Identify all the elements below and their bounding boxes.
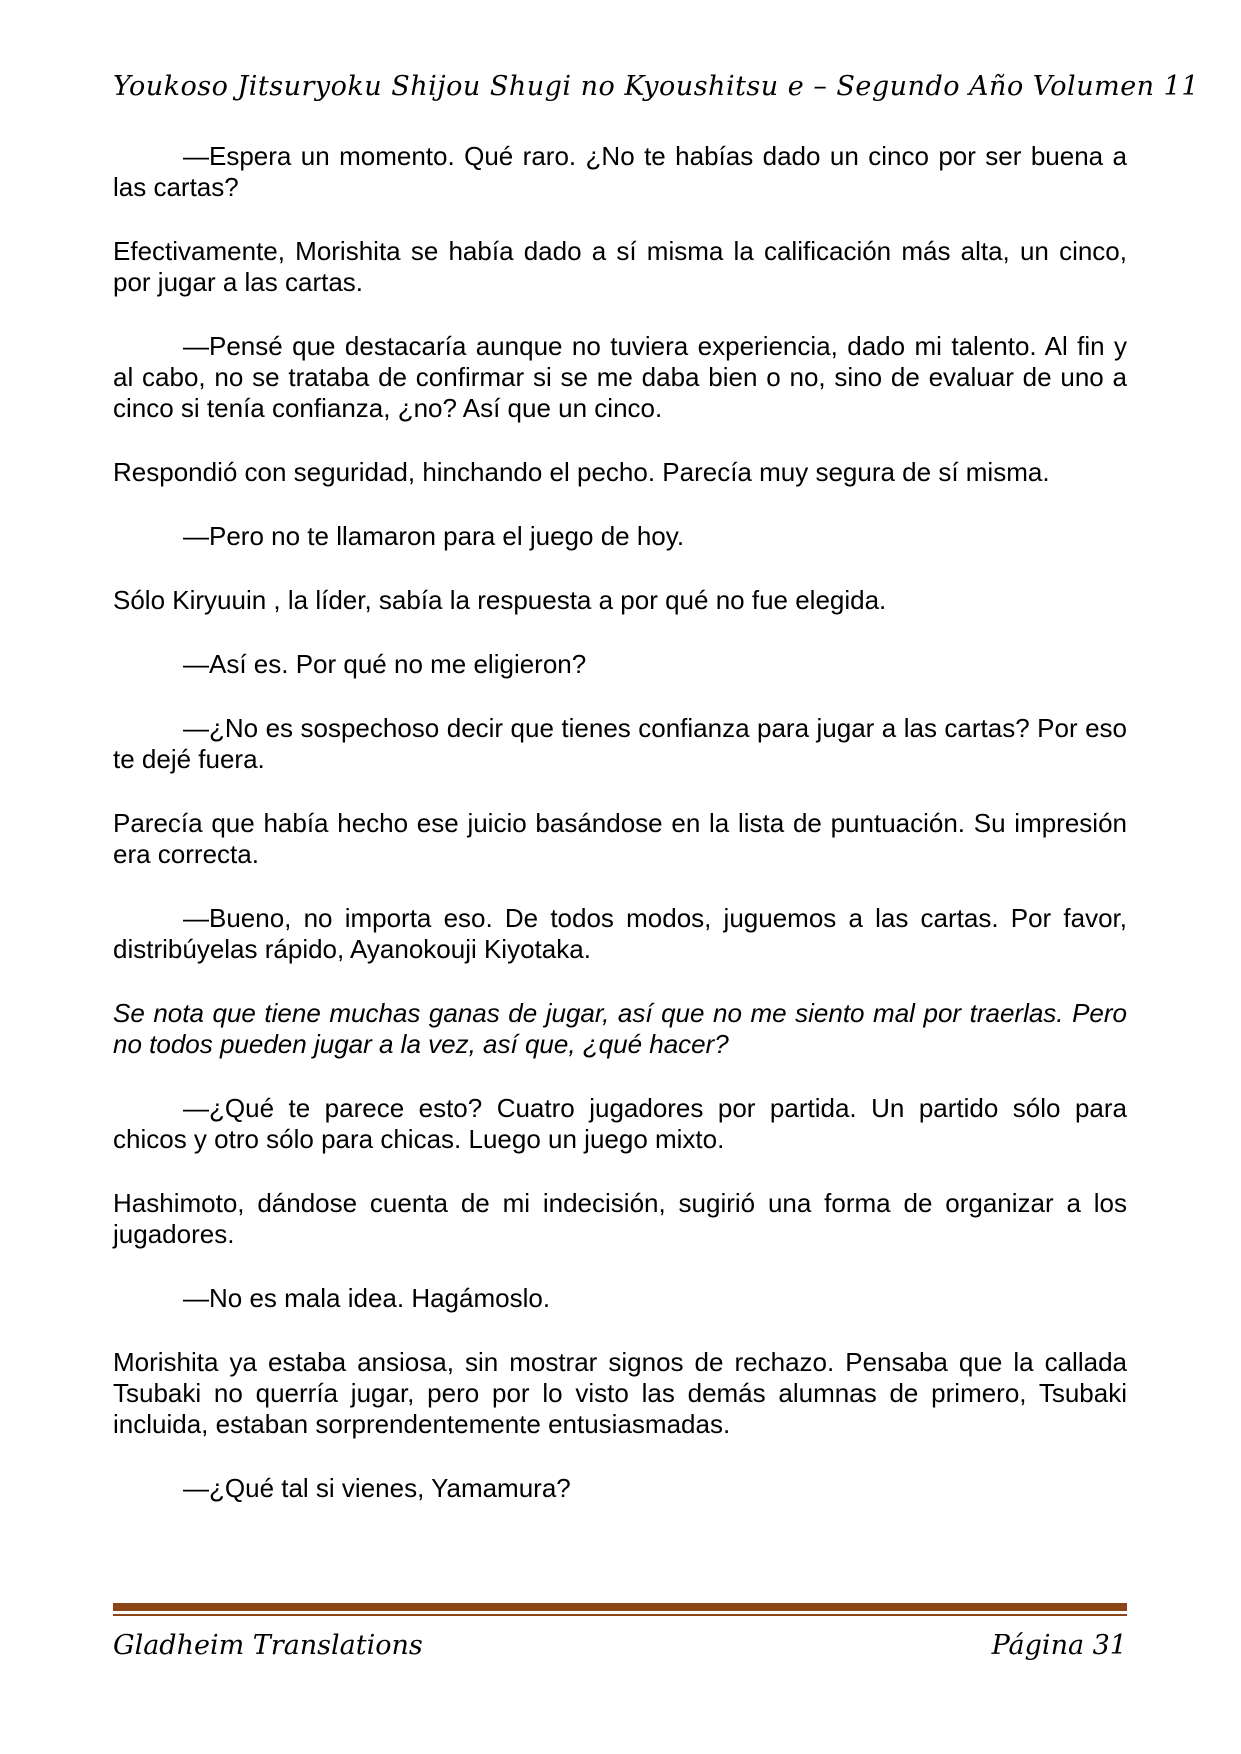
- paragraph: —¿Qué te parece esto? Cuatro jugadores por partida. Un partido sólo para chicos y otro sólo para chicas. Luego un juego mixto.: [113, 1093, 1127, 1154]
- document-body: [113, 141, 1127, 1537]
- page-footer: [113, 1630, 1127, 1661]
- paragraph: Sólo Kiryuuin , la líder, sabía la respuesta a por qué no fue elegida.: [113, 585, 887, 615]
- paragraph: —Pero no te llamaron para el juego de hoy.: [183, 521, 685, 551]
- footer-divider-thin-line: [113, 1614, 1127, 1616]
- paragraph: —Así es. Por qué no me eligieron?: [183, 649, 587, 679]
- paragraph: —Bueno, no importa eso. De todos modos, juguemos a las cartas. Por favor, distribúyelas rápido, Ayanokouji Kiyotaka.: [113, 903, 1127, 964]
- paragraph: —Espera un momento. Qué raro. ¿No te habías dado un cinco por ser buena a las cartas?: [113, 141, 1127, 202]
- paragraph: Parecía que había hecho ese juicio basándose en la lista de puntuación. Su impresión era correcta.: [113, 808, 1127, 869]
- paragraph: —No es mala idea. Hagámoslo.: [183, 1283, 551, 1313]
- paragraph: —Pensé que destacaría aunque no tuviera experiencia, dado mi talento. Al fin y al cabo, no se trataba de confirmar si se me daba bien o no, sino de evaluar de uno a cinco si tenía confianza, ¿no? Así que un cinco.: [113, 331, 1127, 423]
- paragraph: Efectivamente, Morishita se había dado a sí misma la calificación más alta, un cinco, por jugar a las cartas.: [113, 236, 1127, 297]
- footer-translator-credit: Gladheim Translations: [113, 1630, 423, 1661]
- paragraph: Se nota que tiene muchas ganas de jugar, así que no me siento mal por traerlas. Pero no todos pueden jugar a la vez, así que, ¿qué hacer?: [113, 998, 1127, 1059]
- paragraph: Respondió con seguridad, hinchando el pecho. Parecía muy segura de sí misma.: [113, 457, 1050, 487]
- footer-divider: [113, 1603, 1127, 1616]
- header-title: Youkoso Jitsuryoku Shijou Shugi no Kyoushitsu e – Segundo Año Volumen 11: [113, 71, 1199, 102]
- footer-page-number: Página 31: [991, 1630, 1127, 1661]
- page-header: [113, 70, 1199, 104]
- paragraph: Hashimoto, dándose cuenta de mi indecisión, sugirió una forma de organizar a los jugadores.: [113, 1188, 1127, 1249]
- paragraph: —¿No es sospechoso decir que tienes confianza para jugar a las cartas? Por eso te dejé fuera.: [113, 713, 1127, 774]
- paragraph: —¿Qué tal si vienes, Yamamura?: [183, 1473, 571, 1503]
- footer-divider-thick-line: [113, 1603, 1127, 1611]
- paragraph: Morishita ya estaba ansiosa, sin mostrar signos de rechazo. Pensaba que la callada Tsubaki no querría jugar, pero por lo visto las demás alumnas de primero, Tsubaki incluida, estaban sorprendentemente entusiasmadas.: [113, 1347, 1127, 1439]
